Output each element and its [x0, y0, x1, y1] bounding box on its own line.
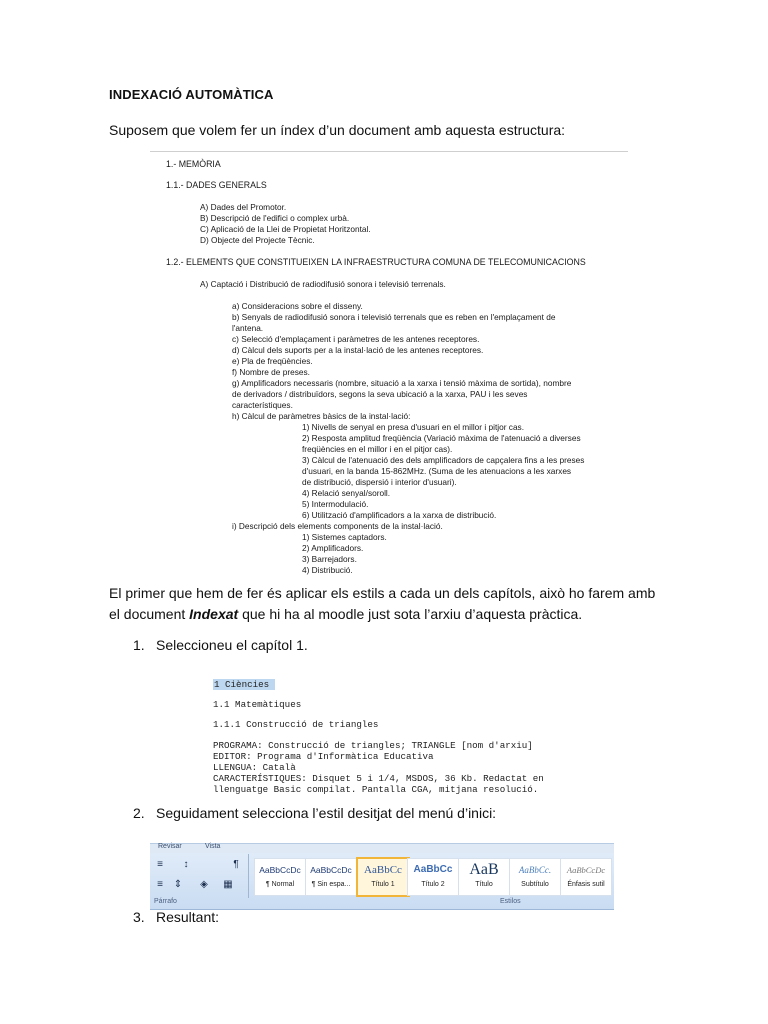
outline-line: D) Objecte del Projecte Tècnic. [200, 235, 315, 245]
code-line: PROGRAMA: Construcció de triangles; TRIANGLE [nom d'arxiu] [213, 740, 533, 751]
outline-line: i) Descripció dels elements components de la instal·lació. [232, 521, 443, 531]
step-number: 3. [133, 909, 145, 925]
outline-line: f) Nombre de preses. [232, 367, 310, 377]
shading-icon[interactable]: ◈ [200, 879, 208, 890]
outline-line: 1.1.- DADES GENERALS [166, 180, 267, 190]
outline-line: 2) Amplificadors. [302, 543, 364, 553]
outline-line: de distribució, dispersió i interior d'usuari). [302, 477, 457, 487]
image-top-border [150, 151, 628, 152]
outline-line: 2) Resposta amplitud freqüència (Variació màxima de l'atenuació a diverses [302, 433, 581, 443]
outline-line: C) Aplicació de la Llei de Propietat Horitzontal. [200, 224, 371, 234]
outline-line: h) Càlcul de paràmetres bàsics de la instal·lació: [232, 411, 411, 421]
selected-chapter-highlight: 1 Ciències [213, 679, 275, 690]
styles-group-label: Estilos [500, 898, 521, 905]
code-line: LLENGUA: Català [213, 762, 296, 773]
outline-line: d'usuari, en la banda 15-862MHz. (Suma de les atenuacions a les xarxes [302, 466, 572, 476]
instructions-text-1: El primer que hem de fer és aplicar els estils a cada un dels capítols, això ho farem amb el document [109, 585, 656, 622]
doc-title: INDEXACIÓ AUTOMÀTICA [109, 87, 274, 102]
step-text: Seguidament selecciona l’estil desitjat del menú d’inici: [156, 805, 497, 821]
align-icon[interactable]: ≡ [157, 859, 163, 870]
step-1 [133, 637, 308, 653]
style-sample: AaB [469, 861, 499, 878]
style-sample: AaBbCc [413, 864, 453, 875]
style-label: Título [475, 881, 493, 888]
style-sample: AaBbCcDc [566, 865, 606, 875]
outline-line: g) Amplificadors necessaris (nombre, situació a la xarxa i tensió màxima de sortida), nombre [232, 378, 572, 388]
step-text: Resultant: [156, 909, 220, 925]
style-label: ¶ Sin espa... [311, 881, 351, 888]
style-sample: AaBbCcDc [259, 865, 301, 875]
code-line: llenguatge Basic compilat. Pantalla CGA, mitjana resolució. [213, 784, 539, 795]
outline-line: c) Selecció d'emplaçament i paràmetres de les antenes receptores. [232, 334, 480, 344]
paragraph-group [150, 854, 246, 898]
intro-paragraph: Suposem que volem fer un índex d’un document amb aquesta estructura: [109, 122, 566, 138]
tab-vista[interactable]: Vista [205, 843, 221, 850]
style-label: Énfasis sutil [567, 881, 605, 888]
style-option[interactable] [560, 858, 612, 896]
outline-line: 3) Barrejadors. [302, 554, 357, 564]
style-sample: AaBbCcDc [310, 865, 352, 875]
tab-revisar[interactable]: Revisar [158, 843, 182, 850]
outline-image [150, 150, 628, 575]
paragraph-group-label: Párrafo [154, 898, 177, 905]
styles-ribbon-image [150, 843, 614, 910]
outline-line: 1) Sistemes captadors. [302, 532, 387, 542]
instructions-text-2: que hi ha al moodle just sota l’arxiu d’aquesta pràctica. [238, 606, 583, 622]
outline-line: A) Dades del Promotor. [200, 202, 287, 212]
outline-line: característiques. [232, 400, 293, 410]
code-snippet-image [210, 675, 550, 795]
instructions-paragraph [109, 583, 669, 625]
step-2 [133, 805, 496, 821]
outline-line: 4) Relació senyal/soroll. [302, 488, 391, 498]
style-option[interactable] [356, 857, 410, 897]
outline-line: e) Pla de freqüències. [232, 356, 313, 366]
step-number: 2. [133, 805, 145, 821]
outline-line: a) Consideracions sobre el disseny. [232, 301, 363, 311]
style-label: ¶ Normal [265, 881, 295, 888]
code-line [213, 679, 275, 690]
style-option[interactable] [254, 858, 306, 896]
style-sample: AaBbCc. [518, 865, 552, 875]
outline-line: 5) Intermodulació. [302, 499, 369, 509]
outline-line: l'antena. [232, 323, 264, 333]
outline-line: A) Captació i Distribució de radiodifusió sonora i televisió terrenals. [200, 279, 446, 289]
group-separator [248, 854, 249, 898]
sort-icon[interactable]: ↕ [183, 859, 189, 870]
outline-line: de derivadors / distribuïdors, segons la seva ubicació a la xarxa, PAU i les seves [232, 389, 528, 399]
pilcrow-icon[interactable]: ¶ [233, 859, 239, 870]
justify-icon[interactable]: ≡ [157, 879, 163, 890]
ribbon-tabs [150, 844, 614, 853]
style-label: Título 2 [421, 881, 445, 888]
outline-line: 1.2.- ELEMENTS QUE CONSTITUEIXEN LA INFRAESTRUCTURA COMUNA DE TELECOMUNICACIONS [166, 257, 586, 267]
outline-line: 1.- MEMÒRIA [166, 159, 221, 169]
code-line: 1.1 Matemàtiques [213, 699, 302, 710]
styles-gallery [254, 858, 614, 896]
outline-line: 1) Nivells de senyal en presa d'usuari en el millor i pitjor cas. [302, 422, 525, 432]
borders-icon[interactable]: ▦ [223, 879, 233, 890]
style-label: Título 1 [371, 881, 395, 888]
outline-line: 6) Utilització d'amplificadors a la xarxa de distribució. [302, 510, 497, 520]
code-line: EDITOR: Programa d'Informàtica Educativa [213, 751, 434, 762]
code-line: CARACTERÍSTIQUES: Disquet 5 i 1/4, MSDOS, 36 Kb. Redactat en [213, 773, 544, 784]
outline-line: d) Càlcul dels suports per a la instal·lació de les antenes receptores. [232, 345, 484, 355]
outline-line: b) Senyals de radiodifusió sonora i televisió terrenals que es reben en l'emplaçament de [232, 312, 556, 322]
style-option[interactable] [509, 858, 561, 896]
code-line: 1.1.1 Construcció de triangles [213, 719, 379, 730]
step-3 [133, 909, 219, 925]
outline-line: freqüències en el millor i en el pitjor cas). [302, 444, 453, 454]
outline-line: B) Descripció de l'edifici o complex urbà. [200, 213, 350, 223]
style-sample: AaBbCc [364, 864, 402, 876]
outline-line: 4) Distribució. [302, 565, 353, 575]
style-option[interactable] [407, 858, 459, 896]
style-label: Subtítulo [521, 881, 549, 888]
line-spacing-icon[interactable]: ⇕ [173, 879, 183, 890]
indexat-emphasis: Indexat [189, 606, 239, 622]
step-text: Seleccioneu el capítol 1. [156, 637, 308, 653]
style-option[interactable] [305, 858, 357, 896]
outline-line: 3) Càlcul de l'atenuació des dels amplificadors de capçalera fins a les preses [302, 455, 585, 465]
style-option[interactable] [458, 858, 510, 896]
step-number: 1. [133, 637, 145, 653]
